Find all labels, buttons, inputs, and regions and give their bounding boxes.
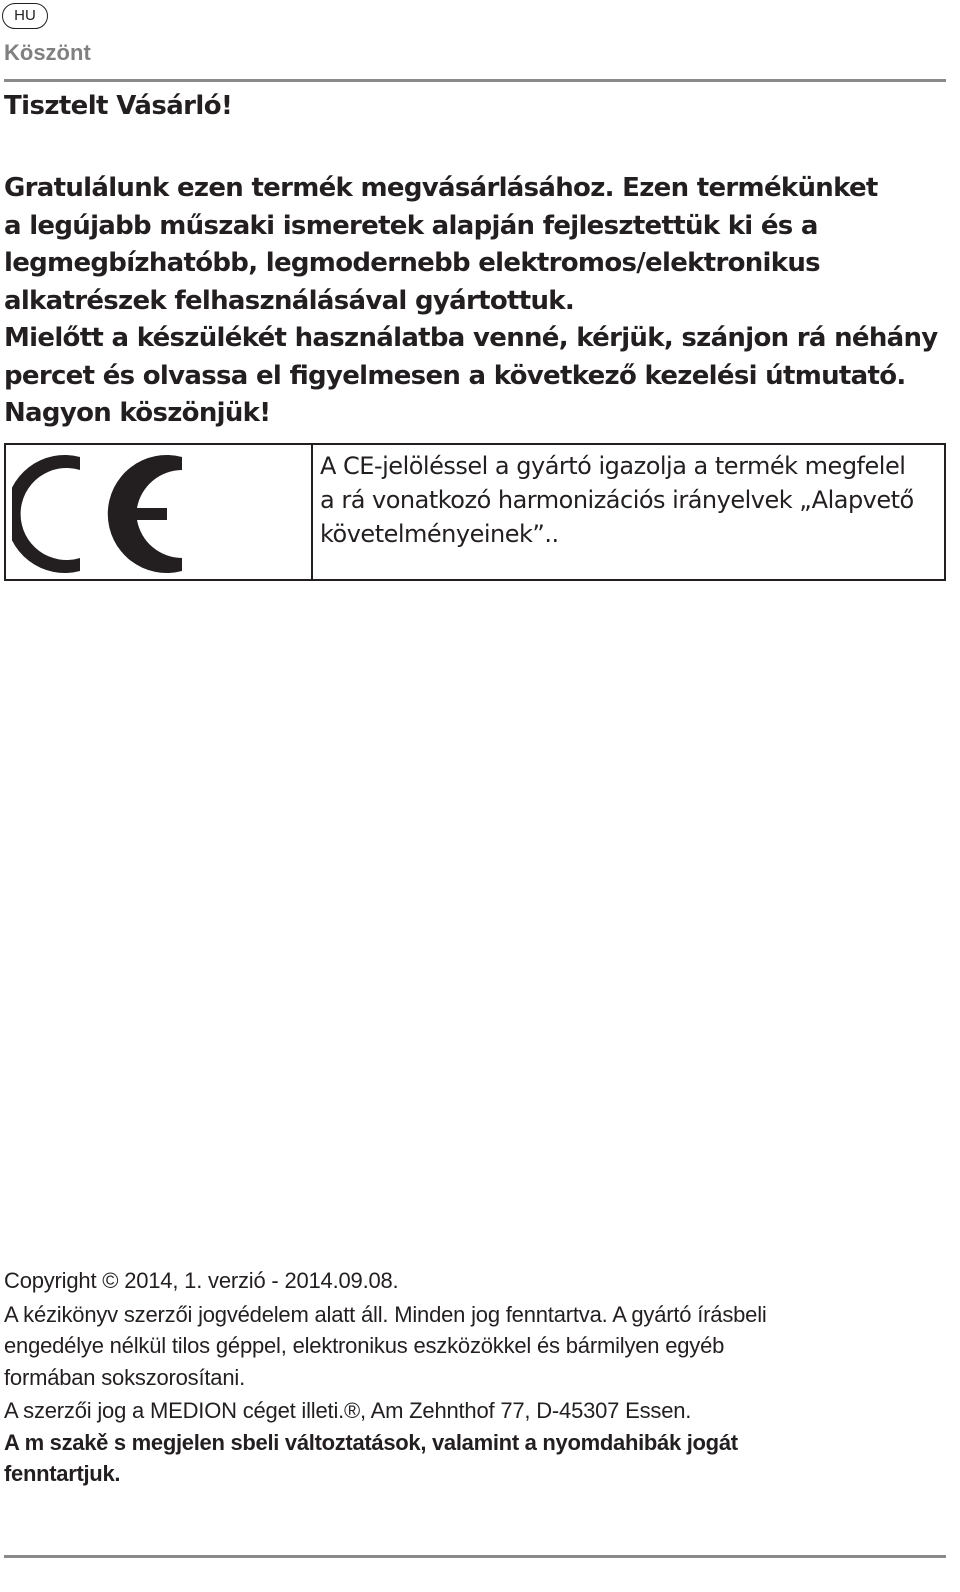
top-divider xyxy=(4,79,946,82)
copyright-owner-line: A szerzői jog a MEDION céget illeti.®, Am Zehnthof 77, D-45307 Essen. xyxy=(4,1398,692,1423)
ce-mark-icon xyxy=(12,453,187,575)
ce-notice-box xyxy=(4,443,946,581)
intro-line: a legújabb műszaki ismeretek alapján fejlesztettük ki és a xyxy=(4,210,818,241)
intro-line: Mielőtt a készülékét használatba venné, kérjük, szánjon rá néhány xyxy=(4,323,938,353)
ce-notice-text xyxy=(320,449,940,551)
section-title: Köszönt xyxy=(4,40,91,65)
ce-text-line: a rá vonatkozó harmonizációs irányelvek „Alapvető xyxy=(320,486,914,514)
copyright-block xyxy=(4,1265,950,1490)
copyright-rights-line: formában sokszorosítani. xyxy=(4,1364,245,1390)
intro-paragraph xyxy=(4,170,950,433)
greeting-heading: Tisztelt Vásárló! xyxy=(4,91,233,121)
language-badge: HU xyxy=(2,3,48,29)
copyright-rights-line: A kézikönyv szerzői jogvédelem alatt áll. Minden jog fenntartva. A gyártó írásbeli xyxy=(4,1301,767,1327)
copyright-version-line: Copyright © 2014, 1. verzió - 2014.09.08. xyxy=(4,1268,399,1293)
ce-text-line: követelményeinek”.. xyxy=(320,520,559,548)
ce-text-line: A CE-jelöléssel a gyártó igazolja a termék megfelel xyxy=(320,452,906,480)
ce-box-divider xyxy=(311,445,313,579)
copyright-notice-line: fenntartjuk. xyxy=(4,1461,121,1486)
intro-line: alkatrészek felhasználásával gyártottuk. xyxy=(4,285,575,316)
intro-line: Nagyon köszönjük! xyxy=(4,398,271,428)
intro-line: legmegbízhatóbb, legmodernebb elektromos/elektronikus xyxy=(4,248,820,278)
copyright-rights-line: engedélye nélkül tilos géppel, elektronikus eszközökkel és bármilyen egyéb xyxy=(4,1333,725,1358)
copyright-notice-line: A m szakě s megjelen sbeli változtatások, valamint a nyomdahibák jogát xyxy=(4,1429,738,1455)
intro-line: Gratulálunk ezen termék megvásárlásához. Ezen termékünket xyxy=(4,173,878,203)
bottom-divider xyxy=(4,1555,946,1558)
intro-line: percet és olvassa el ﬁgyelmesen a következő kezelési útmutató. xyxy=(4,360,906,391)
